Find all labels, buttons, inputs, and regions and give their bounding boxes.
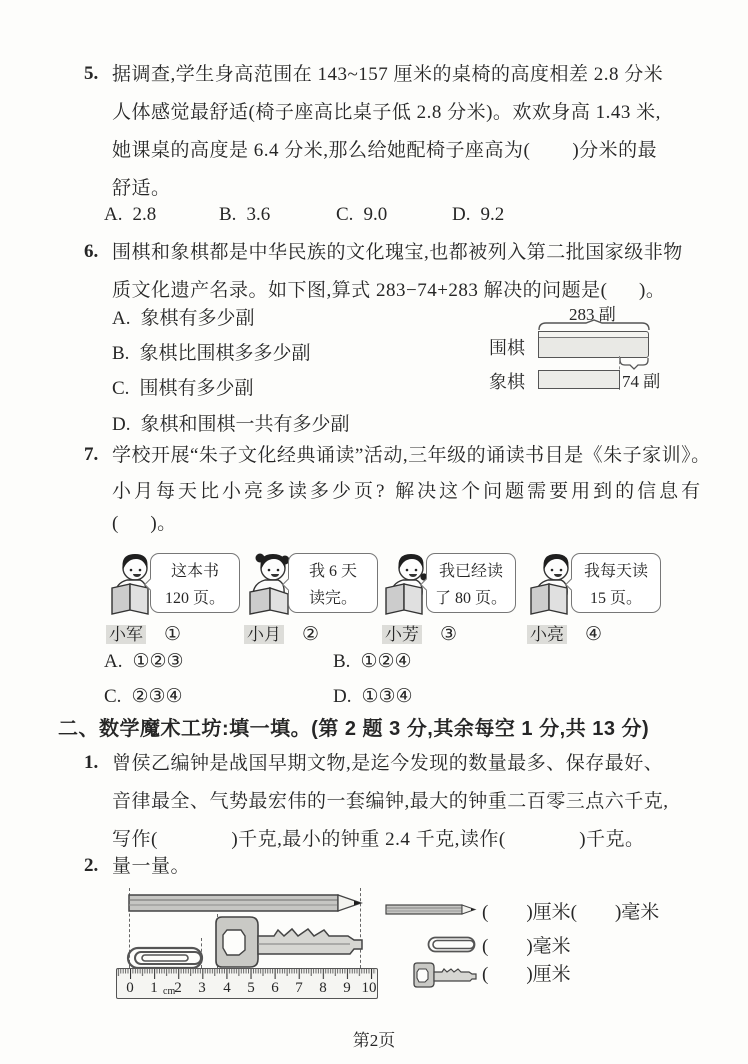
kid-number: ③ <box>440 624 458 645</box>
s2-question-2-title: 量一量。 <box>112 856 191 877</box>
xiangqi-bar <box>538 370 620 389</box>
bubble-text: 我每天读 <box>583 563 648 580</box>
q6-option-a <box>112 303 255 330</box>
ruler-unit-label: cm <box>163 986 176 997</box>
option-label: B. <box>219 204 237 225</box>
speech-bubble <box>571 553 661 613</box>
mini-pencil-icon <box>385 903 477 917</box>
option-label: D. <box>333 686 352 707</box>
bubble-text: 了 80 页。 <box>434 590 507 607</box>
bar-diagram <box>485 300 703 400</box>
question-7-line: ( )。 <box>112 513 177 534</box>
ruler-number: 2 <box>174 980 182 996</box>
ruler-number: 6 <box>271 980 279 996</box>
kid-card-xiaofang <box>380 550 520 645</box>
option-label: A. <box>104 204 123 225</box>
weiqi-bar <box>538 331 649 358</box>
option-text: ①③④ <box>361 686 413 707</box>
option-label: B. <box>112 343 130 364</box>
paperclip-answer-blanks: ( )毫米 <box>482 936 571 957</box>
key-illustration <box>214 913 364 971</box>
ruler-number: 4 <box>223 980 231 996</box>
pencil-answer-blanks: ( )厘米( )毫米 <box>482 902 660 923</box>
weiqi-label: 围棋 <box>489 338 525 358</box>
kid-name: 小芳 <box>382 625 422 644</box>
bubble-text: 120 页。 <box>164 590 225 607</box>
kid-caption <box>382 620 457 646</box>
kid-caption <box>106 620 181 646</box>
q7-option-b <box>333 650 412 673</box>
mini-key-icon <box>412 960 478 990</box>
question-5-line: 据调查,学生身高范围在 143~157 厘米的桌椅的高度相差 2.8 分米 <box>112 64 664 85</box>
ruler-number: 1 <box>150 980 158 996</box>
kid-name: 小亮 <box>527 625 567 644</box>
reading-kids-row <box>104 550 682 645</box>
question-6-line: 质文化遗产名录。如下图,算式 283−74+283 解决的问题是( )。 <box>112 280 666 301</box>
section-2-heading: 二、数学魔术工坊:填一填。(第 2 题 3 分,其余每空 1 分,共 13 分) <box>58 718 650 740</box>
kid-name: 小军 <box>106 625 146 644</box>
kid-number: ① <box>164 624 182 645</box>
brace-icon <box>538 319 650 331</box>
page-number-footer: 第2页 <box>352 1031 396 1050</box>
xiangqi-label: 象棋 <box>489 372 525 392</box>
q5-option-c <box>336 204 387 226</box>
kid-number: ④ <box>585 624 603 645</box>
question-6-number: 6. <box>84 241 99 262</box>
q7-option-d <box>333 685 413 708</box>
question-5-line: 舒适。 <box>112 178 171 199</box>
question-6-line: 围棋和象棋都是中华民族的文化瑰宝,也都被列入第二批国家级非物 <box>112 242 683 263</box>
option-label: C. <box>104 686 122 707</box>
question-5-line: 人体感觉最舒适(椅子座高比桌子低 2.8 分米)。欢欢身高 1.43 米, <box>112 102 661 123</box>
ruler-number: 0 <box>126 980 134 996</box>
question-5-line: 她课桌的高度是 6.4 分米,那么给她配椅子座高为( )分米的最 <box>112 140 658 161</box>
option-text: ②③④ <box>131 686 183 707</box>
option-text: 象棋有多少副 <box>140 308 255 329</box>
kid-number: ② <box>302 624 320 645</box>
q5-option-a <box>104 204 156 226</box>
option-text: 象棋比围棋多多少副 <box>139 343 311 364</box>
option-text: ①②④ <box>360 651 412 672</box>
ruler-number: 10 <box>361 980 377 996</box>
ruler-number: 3 <box>198 980 206 996</box>
option-text: ①②③ <box>132 651 184 672</box>
speech-bubble <box>150 553 240 613</box>
mini-paperclip-icon <box>427 936 477 954</box>
kid-card-xiaoyue <box>242 550 382 645</box>
bubble-text: 15 页。 <box>589 590 642 607</box>
s2-question-1-line: 曾侯乙编钟是战国早期文物,是迄今发现的数量最多、保存最好、 <box>112 753 664 774</box>
question-7-line: 学校开展“朱子文化经典诵读”活动,三年级的诵读书目是《朱子家训》。 <box>112 445 711 466</box>
option-text: 围棋有多少副 <box>139 378 254 399</box>
difference-label: 74 副 <box>622 372 661 391</box>
q5-option-d <box>452 204 504 226</box>
q7-option-a <box>104 650 184 673</box>
bubble-text: 读完。 <box>308 590 357 607</box>
kid-card-xiaoliang <box>525 550 665 645</box>
q7-option-c <box>104 685 183 708</box>
q6-option-b <box>112 338 310 365</box>
kid-caption <box>244 620 319 646</box>
option-text: 2.8 <box>132 204 157 225</box>
kid-name: 小月 <box>244 625 284 644</box>
option-label: D. <box>112 414 131 435</box>
kid-caption <box>527 620 602 646</box>
option-text: 3.6 <box>246 204 271 225</box>
ruler-number: 9 <box>343 980 351 996</box>
kid-card-xiaojun <box>104 550 244 645</box>
question-7-number: 7. <box>84 444 99 465</box>
ruler-illustration <box>116 968 378 999</box>
key-answer-blanks: ( )厘米 <box>482 964 571 985</box>
bubble-text: 我已经读 <box>438 563 503 580</box>
ruler-number: 5 <box>247 980 255 996</box>
speech-bubble <box>426 553 516 613</box>
speech-bubble <box>288 553 378 613</box>
question-7-line: 小月每天比小亮多读多少页? 解决这个问题需要用到的信息有 <box>112 481 704 502</box>
s2-question-1-number: 1. <box>84 752 99 773</box>
q5-option-b <box>219 204 270 226</box>
bubble-text: 这本书 <box>170 563 219 580</box>
option-label: C. <box>336 204 354 225</box>
option-label: D. <box>452 204 471 225</box>
s2-question-1-line: 音律最全、气势最宏伟的一套编钟,最大的钟重二百零三点六千克, <box>112 791 669 812</box>
option-text: 9.2 <box>480 204 505 225</box>
option-label: A. <box>112 308 131 329</box>
s2-question-2-number: 2. <box>84 855 99 876</box>
option-text: 象棋和围棋一共有多少副 <box>140 414 350 435</box>
option-label: C. <box>112 378 130 399</box>
pencil-illustration <box>128 892 364 914</box>
bubble-text: 我 6 天 <box>308 563 357 580</box>
option-label: A. <box>104 651 123 672</box>
ruler-number: 7 <box>295 980 303 996</box>
q6-option-d <box>112 409 350 436</box>
option-text: 9.0 <box>363 204 388 225</box>
total-count-label: 283 副 <box>569 305 616 324</box>
question-5-number: 5. <box>84 63 99 84</box>
ruler-number: 8 <box>319 980 327 996</box>
q6-option-c <box>112 373 253 400</box>
s2-question-1-line: 写作( )千克,最小的钟重 2.4 千克,读作( )千克。 <box>112 829 645 850</box>
option-label: B. <box>333 651 351 672</box>
